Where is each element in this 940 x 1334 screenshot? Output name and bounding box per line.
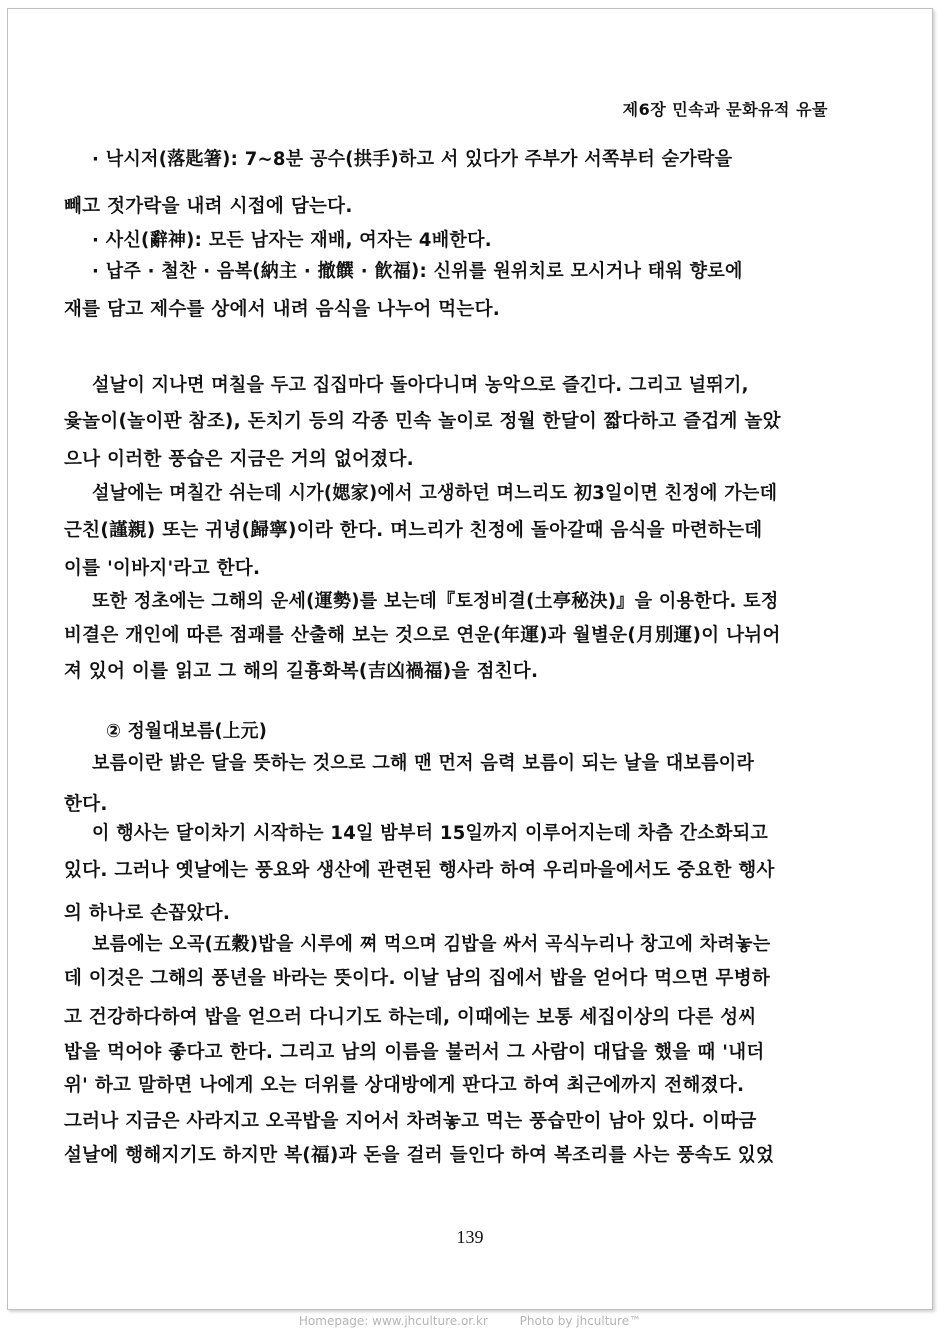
text-line: 져 있어 이를 읽고 그 해의 길흉화복(吉凶禍福)을 점친다. [64,661,539,682]
text-line: 이를 '이바지'라고 한다. [64,558,261,579]
text-line: 위' 하고 말하면 나에게 오는 더위를 상대방에게 판다고 하여 최근에까지 전해졌다. [64,1075,745,1096]
text-line: · 낙시저(落匙箸): 7~8분 공수(拱手)하고 서 있다가 주부가 서쪽부터 숟가락을 [92,149,733,170]
text-line: 데 이것은 그해의 풍년을 바라는 뜻이다. 이날 남의 집에서 밥을 얻어다 먹으면 무병하 [64,968,771,989]
text-line: 근친(謹親) 또는 귀녕(歸寧)이라 한다. 며느리가 친정에 돌아갈때 음식을 마련하는데 [64,520,763,541]
text-line: 비결은 개인에 따른 점괘를 산출해 보는 것으로 연운(年運)과 월별운(月別運)이 나뉘어 [64,625,781,646]
text-line: 재를 담고 제수를 상에서 내려 음식을 나누어 먹는다. [64,299,501,320]
text-line: 또한 정초에는 그해의 운세(運勢)를 보는데『토정비결(土亭秘決)』을 이용한다. 토정 [92,591,779,612]
text-line: 윷놀이(놀이판 참조), 돈치기 등의 각종 민속 놀이로 정월 한달이 짧다하고 즐겁게 놀았 [64,411,781,432]
text-line: 으나 이러한 풍습은 지금은 거의 없어졌다. [64,449,414,470]
text-line: · 사신(辭神): 모든 남자는 재배, 여자는 4배한다. [92,230,492,251]
homepage-credit: Homepage: www.jhculture.or.kr [298,1314,488,1328]
section-heading: ② 정월대보름(上元) [106,721,268,742]
text-line: 그러나 지금은 사라지고 오곡밥을 지어서 차려놓고 먹는 풍습만이 남아 있다. 이따금 [64,1111,757,1132]
text-line: 설날이 지나면 며칠을 두고 집집마다 돌아다니며 농악으로 즐긴다. 그리고 널뛰기, [92,375,749,396]
text-line: 밥을 먹어야 좋다고 한다. 그리고 남의 이름을 불러서 그 사람이 대답을 했을 때 '내더 [64,1042,765,1063]
text-line: · 납주 · 철찬 · 음복(納主 · 撤饌 · 飮福): 신위를 원위치로 모시거나 태워 향로에 [92,261,743,282]
page-number: 139 [456,1227,484,1247]
text-line: 빼고 젓가락을 내려 시접에 담는다. [64,196,353,217]
text-line: 고 건강하다하여 밥을 얻으러 다니기도 하는데, 이때에는 보통 세집이상의 다른 성씨 [64,1007,757,1028]
text-line: 한다. [64,794,108,815]
text-line: 보름이란 밝은 달을 뜻하는 것으로 그해 맨 먼저 음력 보름이 되는 날을 대보름이라 [92,753,755,774]
text-line: 설날에 행해지기도 하지만 복(福)과 돈을 걸러 들인다 하여 복조리를 사는 풍속도 있었 [64,1145,775,1166]
photo-credit-footer [0,1314,940,1328]
chapter-header: 제6장 민속과 문화유적 유물 [622,100,828,119]
text-line: 보름에는 오곡(五穀)밥을 시루에 쪄 먹으며 김밥을 싸서 곡식누리나 창고에 차려놓는 [92,934,771,955]
text-line: 있다. 그러나 옛날에는 풍요와 생산에 관련된 행사라 하여 우리마을에서도 중요한 행사 [64,860,775,881]
text-line: 의 하나로 손꼽았다. [64,903,231,924]
text-line: 이 행사는 달이차기 시작하는 14일 밤부터 15일까지 이루어지는데 차츰 간소화되고 [92,823,769,844]
text-line: 설날에는 며칠간 쉬는데 시가(媤家)에서 고생하던 며느리도 初3일이면 친정에 가는데 [92,483,778,504]
photo-credit: Photo by jhculture™ [519,1314,642,1328]
